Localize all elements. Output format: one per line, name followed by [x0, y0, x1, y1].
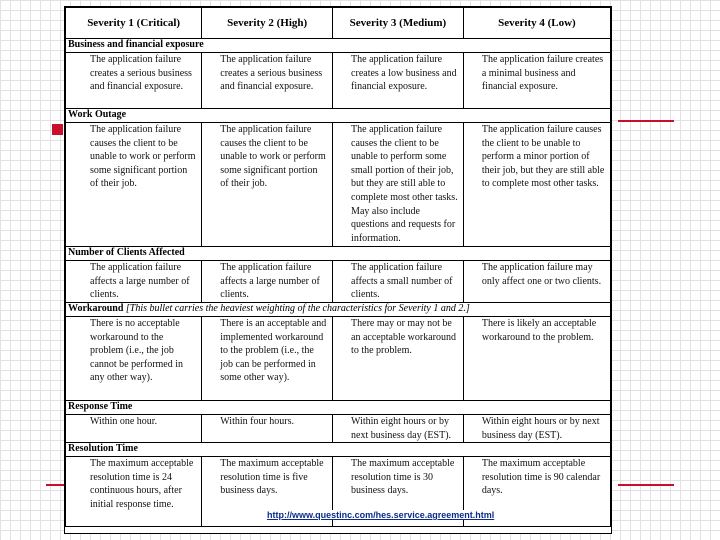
cell-outage-sev3: The application failure causes the client to be unable to perform some small portion of their job, but they are still able to complete most other tasks. May also include questions and requests for information. [333, 123, 464, 247]
cell-resolution-sev2: The maximum acceptable resolution time is five business days. [202, 457, 333, 527]
column-header-severity-1: Severity 1 (Critical) [66, 8, 202, 39]
cell-clients-sev2: The application failure affects a large number of clients. [202, 261, 333, 303]
cell-workaround-sev2: There is an acceptable and implemented workaround to the problem (i.e., the job can be performed in some other way). [202, 317, 333, 401]
table-row [66, 123, 611, 247]
section-header-row [66, 247, 611, 261]
section-title-workaround: Workaround [This bullet carries the heaviest weighting of the characteristics for Severity 1 and 2.] [66, 303, 611, 317]
workaround-note: [This bullet carries the heaviest weighting of the characteristics for Severity 1 and 2.] [125, 303, 470, 314]
table-row [66, 261, 611, 303]
cell-business-sev4: The application failure creates a minimal business and financial exposure. [463, 53, 610, 109]
cell-response-sev2: Within four hours. [202, 415, 333, 443]
cell-outage-sev4: The application failure causes the client to be unable to perform a minor portion of their job, but they are still able to complete most other tasks. [463, 123, 610, 247]
section-header-row [66, 109, 611, 123]
section-title-clients-affected: Number of Clients Affected [66, 247, 611, 261]
decorative-rule-left-bottom [46, 484, 64, 486]
table-row [66, 317, 611, 401]
source-link[interactable]: http://www.questinc.com/hes.service.agreement.html [267, 510, 495, 520]
section-title-response-time: Response Time [66, 401, 611, 415]
cell-resolution-sev1: The maximum acceptable resolution time is 24 continuous hours, after initial response time. [66, 457, 202, 527]
cell-workaround-sev1: There is no acceptable workaround to the problem (i.e., the job cannot be performed in any other way). [66, 317, 202, 401]
cell-clients-sev3: The application failure affects a small number of clients. [333, 261, 464, 303]
cell-resolution-sev3: The maximum acceptable resolution time is 30 business days. [333, 457, 464, 527]
severity-table-document [64, 6, 612, 534]
section-header-row [66, 303, 611, 317]
cell-outage-sev1: The application failure causes the client to be unable to work or perform some significant portion of their job. [66, 123, 202, 247]
table-row [66, 415, 611, 443]
cell-response-sev1: Within one hour. [66, 415, 202, 443]
severity-table [65, 7, 611, 527]
cell-response-sev3: Within eight hours or by next business day (EST). [333, 415, 464, 443]
bullet-marker [52, 124, 63, 135]
section-title-resolution-time: Resolution Time [66, 443, 611, 457]
cell-workaround-sev4: There is likely an acceptable workaround to the problem. [463, 317, 610, 401]
section-header-row [66, 39, 611, 53]
decorative-rule-right-top [618, 120, 674, 122]
cell-business-sev1: The application failure creates a serious business and financial exposure. [66, 53, 202, 109]
section-title-business-exposure: Business and financial exposure [66, 39, 611, 53]
column-header-severity-2: Severity 2 (High) [202, 8, 333, 39]
column-header-severity-3: Severity 3 (Medium) [333, 8, 464, 39]
cell-outage-sev2: The application failure causes the client to be unable to work or perform some significant portion of their job. [202, 123, 333, 247]
cell-clients-sev4: The application failure may only affect one or two clients. [463, 261, 610, 303]
header-row [66, 8, 611, 39]
cell-response-sev4: Within eight hours or by next business day (EST). [463, 415, 610, 443]
cell-clients-sev1: The application failure affects a large number of clients. [66, 261, 202, 303]
section-header-row [66, 401, 611, 415]
decorative-rule-right-bottom [618, 484, 674, 486]
table-row [66, 53, 611, 109]
cell-resolution-sev4: The maximum acceptable resolution time is 90 calendar days. [463, 457, 610, 527]
cell-business-sev3: The application failure creates a low business and financial exposure. [333, 53, 464, 109]
section-title-work-outage: Work Outage [66, 109, 611, 123]
column-header-severity-4: Severity 4 (Low) [463, 8, 610, 39]
section-header-row [66, 443, 611, 457]
cell-workaround-sev3: There may or may not be an acceptable workaround to the problem. [333, 317, 464, 401]
cell-business-sev2: The application failure creates a serious business and financial exposure. [202, 53, 333, 109]
